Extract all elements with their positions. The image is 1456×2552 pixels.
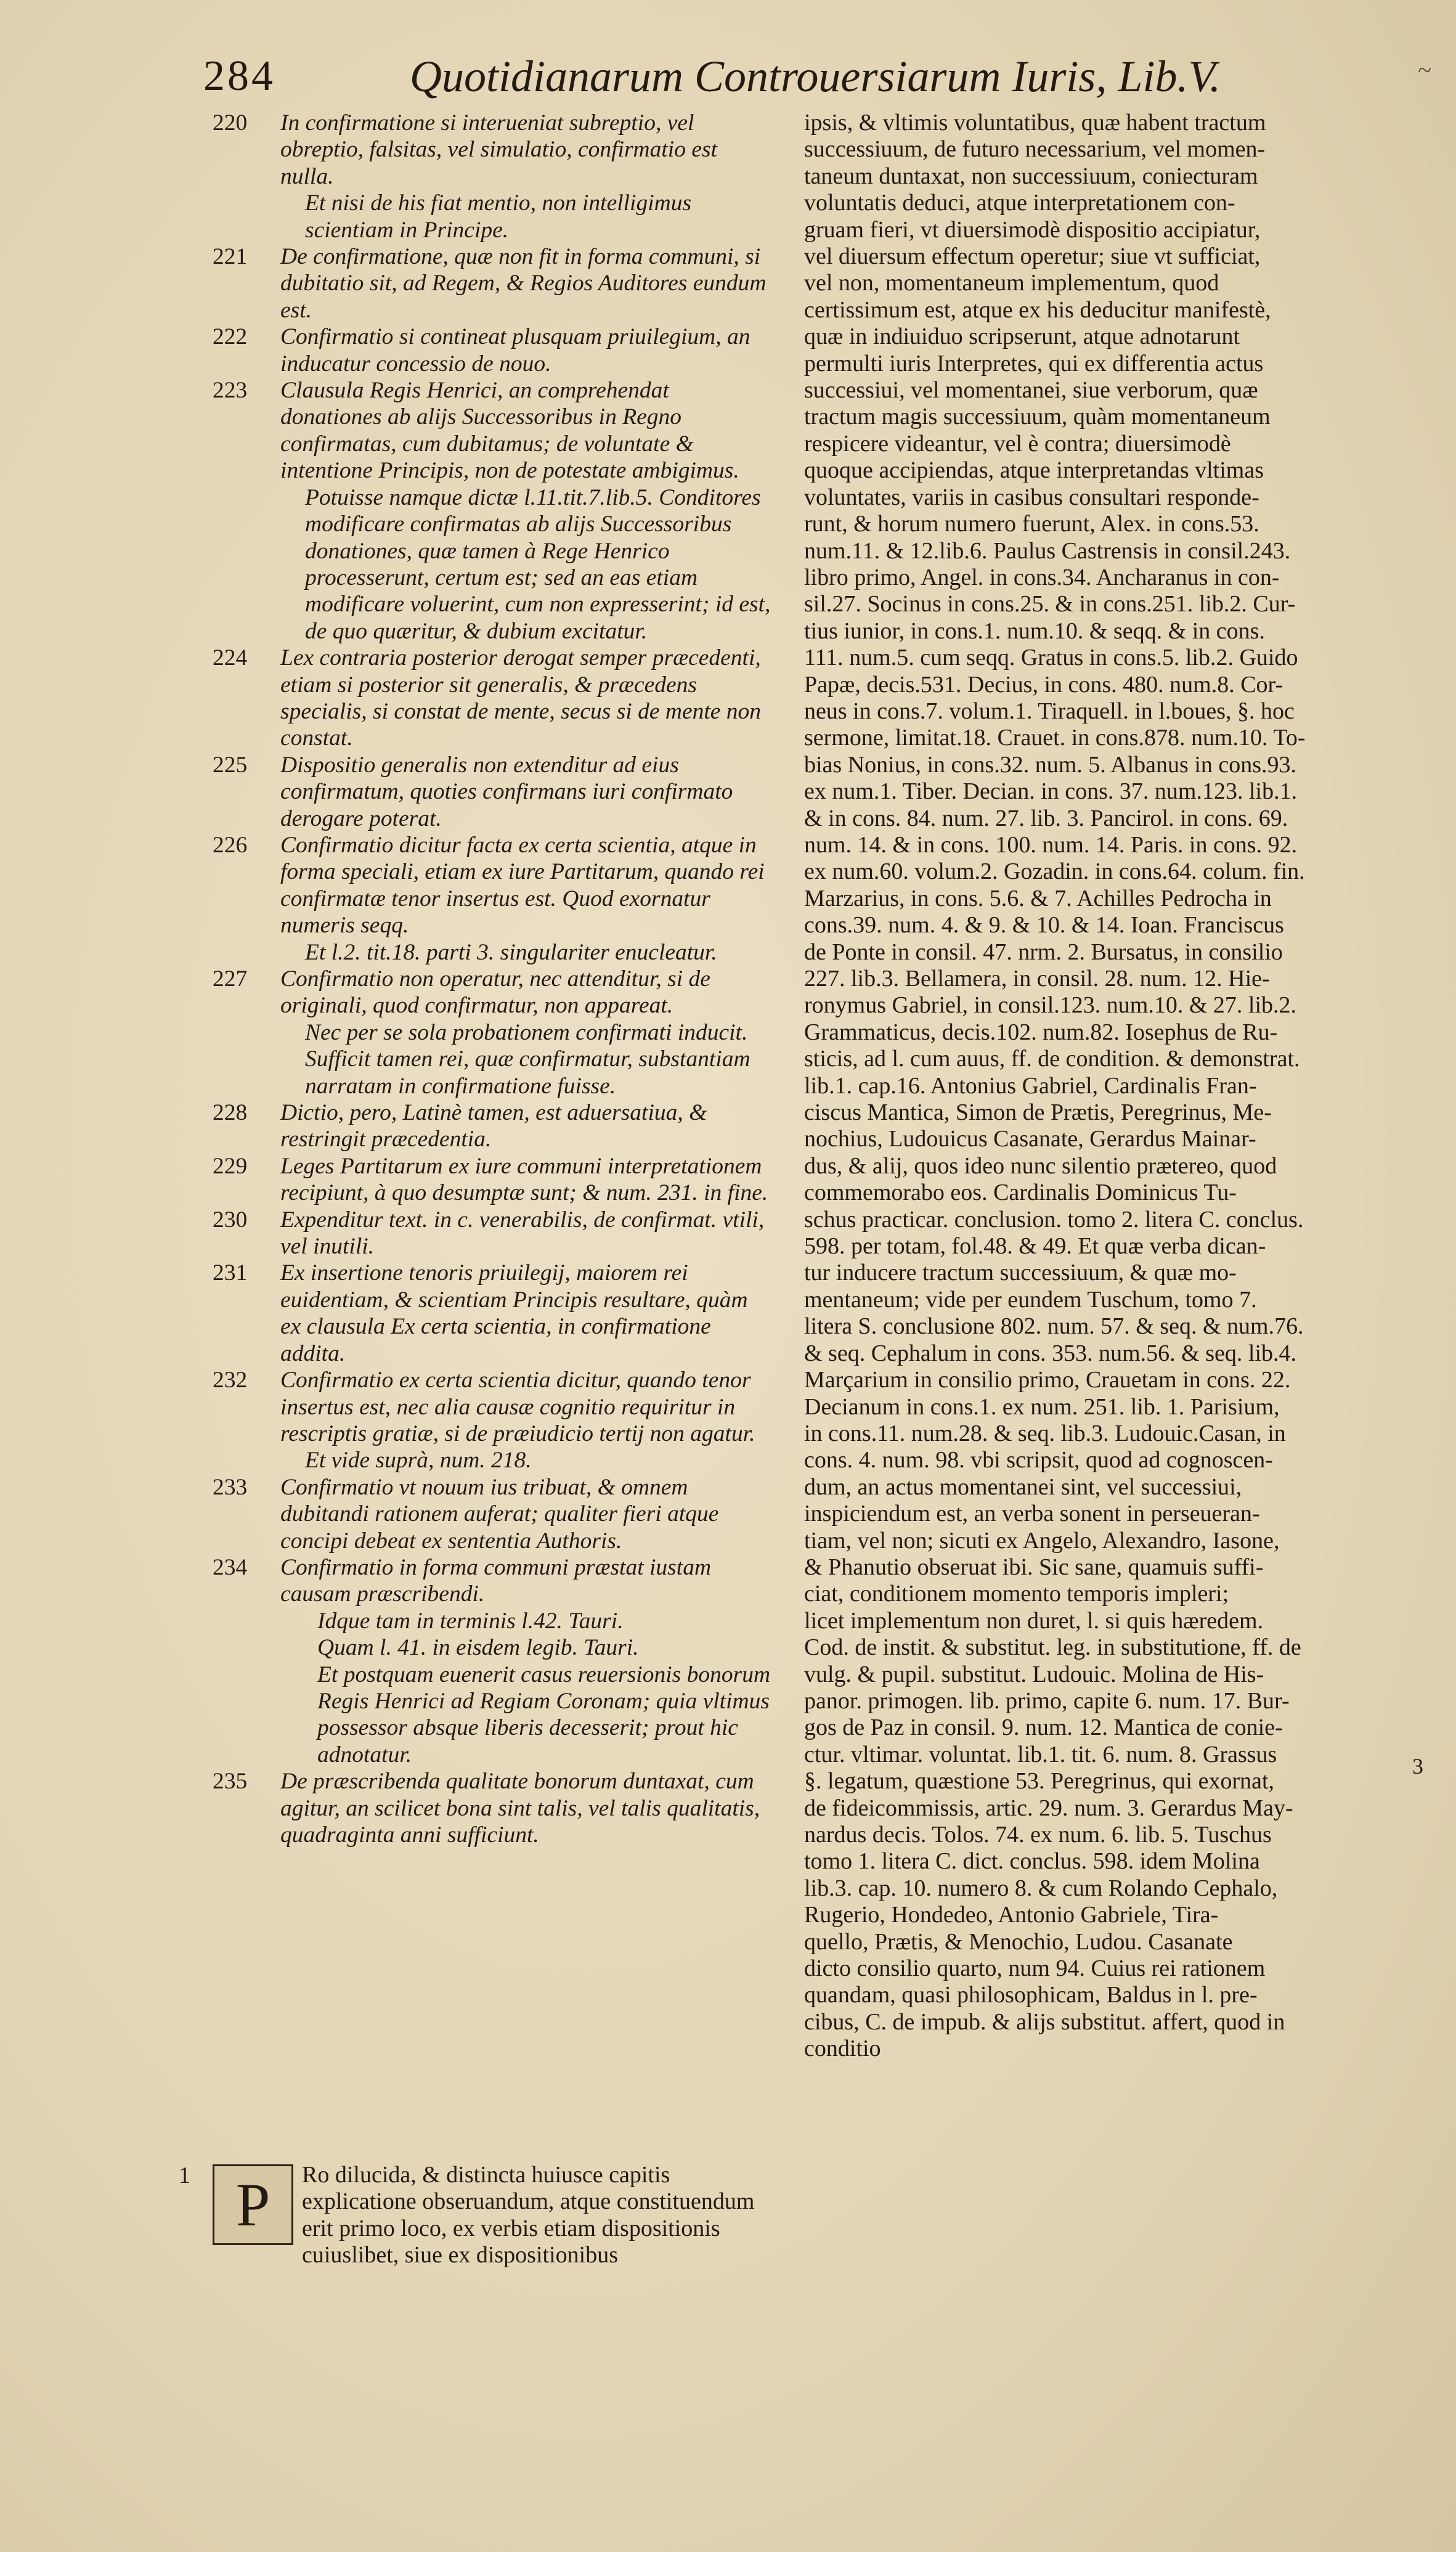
text-line: voluntates, variis in casibus consultari responde-: [804, 484, 1259, 510]
text-line: successiuum, de futuro necessarium, vel momen-: [804, 136, 1266, 163]
text-line: commemorabo eos. Cardinalis Dominicus Tu-: [804, 1180, 1237, 1206]
summary-entry: [213, 1099, 773, 1153]
text-line: voluntatis deduci, atque interpretationem con-: [804, 190, 1235, 216]
text-line: Papæ, decis.531. Decius, in cons. 480. num.8. Cor-: [804, 671, 1283, 698]
summary-entry: [213, 1608, 773, 1634]
summary-entry: [213, 110, 773, 190]
text-line: ciscus Mantica, Simon de Prætis, Peregrinus, Me-: [804, 1099, 1272, 1126]
text-line: quello, Prætis, & Menochio, Ludou. Casanate: [804, 1928, 1233, 1955]
text-line: vel diuersum effectum operetur; siue vt sufficiat,: [804, 243, 1261, 270]
text-line: cibus, C. de impub. & alijs substitut. affert, quod in: [804, 2008, 1285, 2035]
entry-number: 222: [213, 324, 248, 350]
entry-text: Dictio, pero, Latinè tamen, est aduersatiua, & restringit præcedentia.: [280, 1100, 707, 1152]
summary-entry: [213, 752, 773, 832]
entry-text: Clausula Regis Henrici, an comprehendat donationes ab alijs Successoribus in Regno confirmatas, cum dubitamus; de voluntate & intentione Principis, non de potestate ambigimus.: [280, 378, 739, 484]
entry-text: Et l.2. tit.18. parti 3. singulariter enucleatur.: [305, 939, 717, 965]
entry-text: Lex contraria posterior derogat semper præcedenti, etiam si posterior sit generalis, & præcedens specialis, si constat de mente, secus si de mente non constat.: [280, 645, 762, 751]
summary-entry: [213, 1367, 773, 1447]
entry-number: 229: [213, 1153, 248, 1179]
text-line: Grammaticus, decis.102. num.82. Iosephus de Ru-: [804, 1019, 1278, 1045]
text-line: taneum duntaxat, non successiuum, coniecturam: [804, 163, 1258, 189]
text-line: tractum magis successiuum, quàm momentaneum: [804, 404, 1271, 430]
text-line: ronymus Gabriel, in consil.123. num.10. & 27. lib.2.: [804, 992, 1297, 1019]
summary-entry: [213, 939, 773, 966]
text-line: num.11. & 12.lib.6. Paulus Castrensis in consil.243.: [804, 537, 1291, 564]
text-line: mentaneum; vide per eundem Tuschum, tomo 7.: [804, 1286, 1257, 1313]
entry-text: Ex insertione tenoris priuilegij, maiorem rei euidentiam, & scientiam Principis resultare, quàm ex clausula Ex certa scientia, in confirmatione addita.: [280, 1260, 748, 1366]
entry-text: Nec per se sola probationem confirmati inducit.: [305, 1019, 748, 1045]
summary-entry: [213, 1474, 773, 1554]
text-line: gruam fieri, vt diuersimodè dispositio accipiatur,: [804, 216, 1261, 243]
entry-number: 220: [213, 110, 248, 136]
text-line: nochius, Ludouicus Casanate, Gerardus Mainar-: [804, 1126, 1256, 1152]
summary-entry: [213, 377, 773, 484]
summary-entry: [213, 1260, 773, 1367]
entry-text: Confirmatio dicitur facta ex certa scientia, atque in forma speciali, etiam ex iure Partitarum, quando rei confirmatæ tenor insertus est. Quod exornatur numeris seqq.: [280, 832, 765, 939]
entry-text: Et vide suprà, num. 218.: [305, 1448, 532, 1474]
text-line: Decianum in cons.1. ex num. 251. lib. 1. Parisium,: [804, 1393, 1280, 1420]
text-line: num. 14. & in cons. 100. num. 14. Paris. in cons. 92.: [804, 831, 1298, 858]
text-line: ciat, conditionem momento temporis impleri;: [804, 1581, 1229, 1607]
entry-number: 228: [213, 1100, 248, 1126]
text-line: sil.27. Socinus in cons.25. & in cons.251. lib.2. Cur-: [804, 591, 1296, 618]
entry-text: Expenditur text. in c. venerabilis, de confirmat. vtili, vel inutili.: [280, 1207, 765, 1260]
text-line: licet implementum non duret, l. si quis hæredem.: [804, 1607, 1264, 1634]
summary-entry: [213, 832, 773, 939]
text-line: respicere videantur, vel è contra; diuersimodè: [804, 430, 1231, 457]
entry-text: In confirmatione si interueniat subreptio, vel obreptio, falsitas, vel simulatio, confirmatio est nulla.: [280, 110, 718, 189]
text-line: 598. per totam, fol.48. & 49. Et quæ verba dican-: [804, 1233, 1266, 1260]
entry-text: Leges Partitarum ex iure communi interpretationem recipiunt, à quo desumptæ sunt; & num. 231. in fine.: [280, 1153, 768, 1206]
entry-text: Et postquam euenerit casus reuersionis bonorum Regis Henrici ad Regiam Coronam; quia vltimus possessor absque liberis decesserit; prout hic adnotatur.: [317, 1661, 771, 1767]
text-line: in cons.11. num.28. & seq. lib.3. Ludouic.Casan, in: [804, 1420, 1286, 1446]
text-line: inspiciendum est, an verba sonent in perseueran-: [804, 1501, 1260, 1527]
summary-entry: [213, 1634, 773, 1661]
text-line: tur inducere tractum successiuum, & quæ mo-: [804, 1260, 1237, 1286]
entry-text: De præscribenda qualitate bonorum duntaxat, cum agitur, an scilicet bona sint talis, vel talis qualitatis, quadraginta anni sufficiunt.: [280, 1769, 760, 1848]
entry-number: 232: [213, 1368, 248, 1393]
summary-entry: [213, 1554, 773, 1608]
text-line: de fideicommissis, artic. 29. num. 3. Gerardus May-: [804, 1795, 1293, 1821]
text-line: dicto consilio quarto, num 94. Cuius rei rationem: [804, 1955, 1266, 1982]
text-line: & Phanutio obseruat ibi. Sic sane, quamuis suffi-: [804, 1554, 1264, 1580]
text-line: neus in cons.7. volum.1. Tiraquell. in l.boues, §. hoc: [804, 698, 1295, 724]
text-line: quandam, quasi philosophicam, Baldus in l. pre-: [804, 1982, 1258, 2008]
summary-entry: [213, 1447, 773, 1474]
text-line: schus practicar. conclusion. tomo 2. litera C. conclus.: [804, 1206, 1304, 1233]
entry-text: Dispositio generalis non extenditur ad eius confirmatum, quoties confirmans iuri confirmato derogare poterat.: [280, 752, 733, 831]
entry-text: Sufficit tamen rei, quæ confirmatur, substantiam narratam in confirmatione fuisse.: [305, 1046, 750, 1099]
running-title: Quotidianarum Controuersiarum Iuris, Lib.V.: [410, 52, 1221, 101]
entry-text: De confirmatione, quæ non fit in forma communi, si dubitatio sit, ad Regem, & Regios Auditores eundum est.: [280, 244, 767, 323]
summary-entry: [213, 1046, 773, 1099]
text-line: Rugerio, Hondedeo, Antonio Gabriele, Tira-: [804, 1902, 1219, 1928]
text-line: bias Nonius, in cons.32. num. 5. Albanus in cons.93.: [804, 751, 1297, 778]
entry-number: 224: [213, 645, 248, 671]
body-paragraph: [213, 2162, 773, 2269]
entry-number: 226: [213, 832, 248, 858]
entry-text: Et nisi de his fiat mentio, non intelligimus scientiam in Principe.: [305, 190, 692, 243]
commentary-column: [804, 110, 1411, 2063]
summary-entry: [213, 966, 773, 1019]
text-line: successiui, vel momentanei, siue verborum, quæ: [804, 377, 1258, 404]
text-line: Cod. de instit. & substitut. leg. in substitutione, ff. de: [804, 1634, 1301, 1661]
text-line: lib.1. cap.16. Antonius Gabriel, Cardinalis Fran-: [804, 1072, 1257, 1099]
text-line: panor. primogen. lib. primo, capite 6. num. 17. Bur-: [804, 1687, 1290, 1714]
entry-text: Confirmatio vt nouum ius tribuat, & omnem dubitandi rationem auferat; qualiter fieri atque concipi debeat ex sententia Authoris.: [280, 1474, 719, 1554]
entry-number: 234: [213, 1554, 248, 1580]
entry-number: 221: [213, 244, 248, 270]
text-line: & in cons. 84. num. 27. lib. 3. Pancirol. in cons. 69.: [804, 805, 1288, 831]
text-line: quoque accipiendas, atque interpretandas vltimas: [804, 457, 1264, 484]
text-line: nardus decis. Tolos. 74. ex num. 6. lib. 5. Tuschus: [804, 1822, 1272, 1848]
text-line: 227. lib.3. Bellamera, in consil. 28. num. 12. Hie-: [804, 966, 1270, 992]
summary-column: [213, 110, 773, 1848]
corner-mark: ~: [1418, 56, 1431, 84]
text-line: libro primo, Angel. in cons.34. Ancharanus in con-: [804, 564, 1280, 590]
summary-entry: [213, 1768, 773, 1848]
text-line: dus, & alij, quos ideo nunc silentio prætereo, quod: [804, 1152, 1277, 1179]
text-line: sticis, ad l. cum auus, ff. de condition. & demonstrat.: [804, 1046, 1300, 1072]
summary-entry: [213, 190, 773, 243]
text-line: vulg. & pupil. substitut. Ludouic. Molina de His-: [804, 1661, 1264, 1687]
entry-number: 223: [213, 378, 248, 404]
entry-number: 231: [213, 1260, 248, 1286]
text-line: tiam, vel non; sicuti ex Angelo, Alexandro, Iasone,: [804, 1527, 1280, 1554]
text-line: & seq. Cephalum in cons. 353. num.56. & seq. lib.4.: [804, 1340, 1297, 1366]
text-line: ex num.60. volum.2. Gozadin. in cons.64. colum. fin.: [804, 858, 1305, 885]
summary-entry: [213, 243, 773, 324]
text-line: ex num.1. Tiber. Decian. in cons. 37. num.123. lib.1.: [804, 778, 1298, 805]
paragraph-margin-number: 1: [179, 2163, 190, 2188]
summary-entry: [213, 1153, 773, 1207]
text-line: tomo 1. litera C. dict. conclus. 598. idem Molina: [804, 1848, 1260, 1875]
entry-text: Confirmatio in forma communi præstat iustam causam præscribendi.: [280, 1554, 712, 1607]
entry-text: Confirmatio non operatur, nec attenditur, si de originali, quod confirmatur, non appareat.: [280, 966, 710, 1019]
summary-entry: [213, 645, 773, 752]
text-line: ipsis, & vltimis voluntatibus, quæ habent tractum: [804, 110, 1266, 136]
text-line: vel non, momentaneum implementum, quod: [804, 270, 1219, 296]
text-line: 111. num.5. cum seqq. Gratus in cons.5. lib.2. Guido: [804, 645, 1298, 671]
entry-text: Confirmatio si contineat plusquam priuilegium, an inducatur concessio de nouo.: [280, 324, 750, 377]
entry-text: Idque tam in terminis l.42. Tauri.: [317, 1608, 624, 1634]
text-line: lib.3. cap. 10. numero 8. & cum Rolando Cephalo,: [804, 1875, 1278, 1901]
text-line: Marçarium in consilio primo, Crauetam in cons. 22.: [804, 1367, 1291, 1393]
page-header: [203, 48, 1411, 105]
text-line: quæ in indiuiduo scripserunt, atque adnotarunt: [804, 324, 1240, 350]
entry-text: Potuisse namque dictæ l.11.tit.7.lib.5. Conditores modificare confirmatas ab alijs Successoribus donationes, quæ tamen à Rege Henrico processerunt, certum est; sed an eas etiam modificare voluerint, cum non expresserint; id est, de quo quæritur, & dubium excitatur.: [305, 484, 771, 644]
text-line: cons.39. num. 4. & 9. & 10. & 14. Ioan. Franciscus: [804, 912, 1284, 939]
page-number: 284: [203, 52, 275, 100]
text-line: permulti iuris Interpretes, qui ex differentia actus: [804, 350, 1264, 377]
text-line: de Ponte in consil. 47. nrm. 2. Bursatus, in consilio: [804, 939, 1283, 965]
side-mark: 3: [1412, 1754, 1423, 1779]
summary-entry: [213, 1207, 773, 1260]
text-line: tius iunior, in cons.1. num.10. & seqq. & in cons.: [804, 618, 1265, 644]
summary-entry: [213, 324, 773, 377]
text-line: sermone, limitat.18. Crauet. in cons.878. num.10. To-: [804, 725, 1306, 751]
text-line: certissimum est, atque ex his deducitur manifestè,: [804, 296, 1271, 323]
entry-text: Quam l. 41. in eisdem legib. Tauri.: [317, 1635, 639, 1661]
text-line: cons. 4. num. 98. vbi scripsit, quod ad cognoscen-: [804, 1447, 1273, 1474]
entry-number: 230: [213, 1207, 248, 1233]
summary-entry: [213, 1661, 773, 1769]
entry-text: Confirmatio ex certa scientia dicitur, quando tenor insertus est, nec alia causæ cognitio requiritur in rescriptis gratiæ, si de præiudicio tertij non agatur.: [280, 1368, 755, 1446]
entry-number: 227: [213, 966, 248, 992]
text-line: Marzarius, in cons. 5.6. & 7. Achilles Pedrocha in: [804, 885, 1272, 911]
text-line: ctur. vltimar. voluntat. lib.1. tit. 6. num. 8. Grassus: [804, 1741, 1277, 1767]
text-line: litera S. conclusione 802. num. 57. & seq. & num.76.: [804, 1313, 1304, 1340]
entry-number: 225: [213, 752, 248, 778]
summary-entry: [213, 484, 773, 645]
text-line: dum, an actus momentanei sint, vel successiui,: [804, 1474, 1242, 1500]
text-line: conditio: [804, 2036, 881, 2062]
text-line: §. legatum, quæstione 53. Peregrinus, qui exornat,: [804, 1768, 1275, 1795]
entry-number: 233: [213, 1474, 248, 1500]
summary-entry: [213, 1019, 773, 1046]
text-line: gos de Paz in consil. 9. num. 12. Mantica de conie-: [804, 1714, 1283, 1741]
entry-number: 235: [213, 1769, 248, 1795]
text-line: runt, & horum numero fuerunt, Alex. in cons.53.: [804, 511, 1259, 537]
paragraph-text: Ro dilucida, & distincta huiusce capitis explicatione obseruandum, atque constituendum erit primo loco, ex verbis etiam dispositionis cuiuslibet, siue ex dispositionibus: [302, 2162, 755, 2269]
drop-cap: P: [213, 2164, 293, 2245]
